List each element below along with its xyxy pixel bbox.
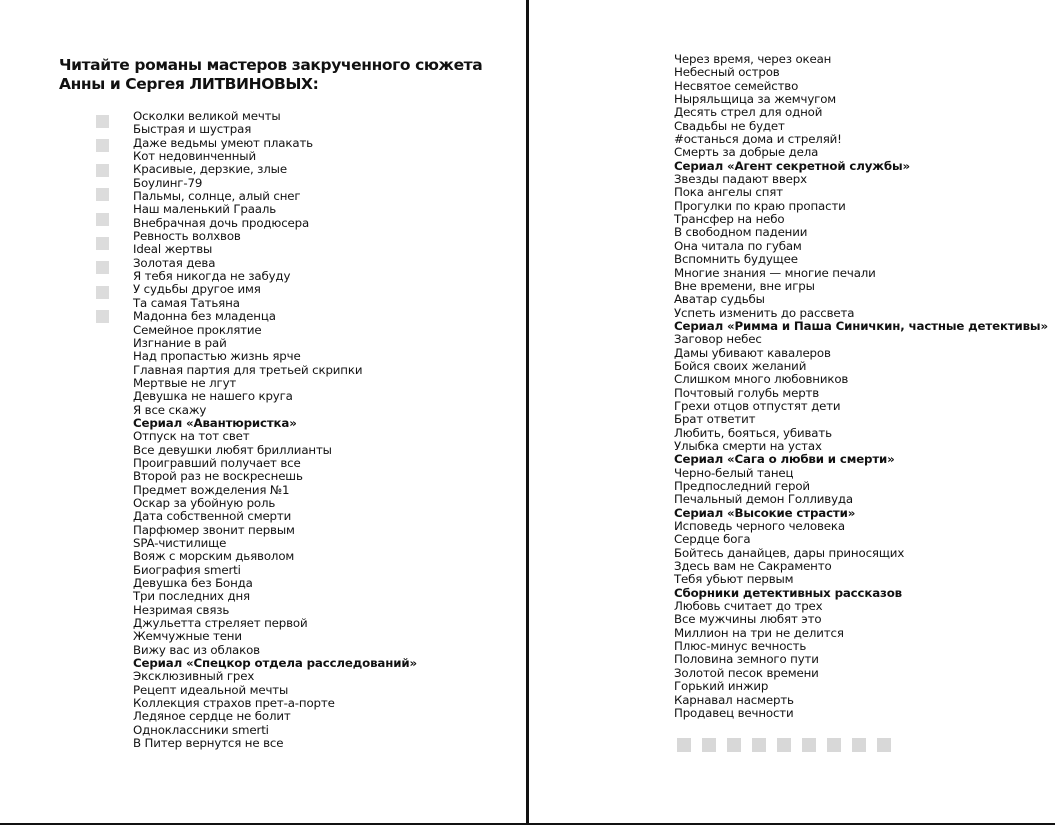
book-title: Вояж с морским дьяволом [133,549,295,564]
book-title: Вижу вас из облаков [133,642,260,657]
ornament-square [727,738,741,752]
margin-marker-square [96,139,109,152]
book-title: Любить, бояться, убивать [674,425,832,440]
margin-markers [96,115,109,335]
book-title: Золотая дева [133,255,216,270]
series-heading: Сборники детективных рассказов [674,585,902,600]
book-title: Девушка не нашего круга [133,389,293,404]
book-title: Отпуск на тот свет [133,429,250,444]
book-title: Почтовый голубь мертв [674,385,820,400]
book-title: Главная партия для третьей скрипки [133,362,363,377]
book-title: Она читала по губам [674,238,802,253]
book-title: Мертвые не лгут [133,375,237,390]
series-heading: Сериал «Высокие страсти» [674,505,856,520]
book-title: Несвятое семейство [674,78,799,93]
book-title: Внебрачная дочь продюсера [133,215,310,230]
series-heading: Сериал «Авантюристка» [133,415,297,430]
book-title: Я тебя никогда не забуду [133,269,291,284]
book-title: Три последних дня [133,589,251,604]
book-title: Карнавал насмерть [674,692,794,707]
book-title: Плюс-минус вечность [674,639,807,654]
heading-line-2: Анны и Сергея ЛИТВИНОВЫХ: [59,75,319,93]
book-title: Десять стрел для одной [674,105,823,120]
ornament-square [777,738,791,752]
book-title: Проигравший получает все [133,455,301,470]
book-title: Многие знания — многие печали [674,265,876,280]
margin-marker-square [96,164,109,177]
book-title: Наш маленький Грааль [133,202,277,217]
book-title: Красивые, дерзкие, злые [133,162,287,177]
book-title: Девушка без Бонда [133,576,253,591]
margin-marker-square [96,261,109,274]
margin-marker-square [96,115,109,128]
book-title: Мадонна без младенца [133,309,276,324]
book-title: Второй раз не воскреснешь [133,469,303,484]
book-title: Вспомнить будущее [674,252,798,267]
book-title: Трансфер на небо [674,212,785,227]
book-title: Пока ангелы спят [674,185,783,200]
book-title: Продавец вечности [674,705,794,720]
book-title: Я все скажу [133,402,207,417]
book-title: Изгнание в рай [133,335,227,350]
book-title: Заговор небес [674,332,762,347]
book-title: Вне времени, вне игры [674,278,815,293]
book-title: Предпоследний герой [674,479,810,493]
book-title: Все девушки любят бриллианты [133,442,332,457]
left-book-list [133,110,417,751]
book-title: Золотой песок времени [674,665,819,680]
book-title: Эксклюзивный грех [133,669,255,684]
book-title: Семейное проклятие [133,322,262,337]
ornament-square [802,738,816,752]
ornament-square [702,738,716,752]
book-title: Ideal жертвы [133,242,213,257]
book-title: Аватар судьбы [674,292,765,307]
margin-marker-square [96,213,109,226]
book-title: Предмет вожделения №1 [133,482,290,497]
book-title: Тебя убьют первым [674,572,794,587]
book-title: Дамы убивают кавалеров [674,345,831,360]
book-title: Парфюмер звонит первым [133,522,295,537]
book-title: Звезды падают вверх [674,172,807,187]
series-heading: Сериал «Сага о любви и смерти» [674,452,895,467]
book-title: #останься дома и стреляй! [674,132,842,147]
book-title: Даже ведьмы умеют плакать [133,135,313,150]
margin-marker-square [96,237,109,250]
heading-line-1: Читайте романы мастеров закрученного сюжета [59,56,483,74]
page-end-ornament [677,738,891,752]
book-title: Биография smerti [133,562,241,577]
book-title: Свадьбы не будет [674,118,785,133]
book-title: Оскар за убойную роль [133,495,276,510]
book-title: Джульетта стреляет первой [133,616,308,631]
book-spine [526,0,529,825]
book-title: Здесь вам не Сакраменто [674,559,832,574]
book-title: Жемчужные тени [133,629,242,644]
book-title: Одноклассники smerti [133,722,269,737]
book-title: Рецепт идеальной мечты [133,682,289,697]
ornament-square [877,738,891,752]
book-title: Любовь считает до трех [674,599,823,614]
book-title: Слишком много любовников [674,372,849,387]
series-heading: Сериал «Римма и Паша Синичкин, частные детективы» [674,318,1048,333]
book-title: Через время, через океан [674,52,832,66]
book-title: SPA-чистилище [133,536,227,550]
series-heading: Сериал «Агент секретной службы» [674,158,910,173]
book-title: Миллион на три не делится [674,625,844,640]
book-title: В свободном падении [674,225,808,240]
book-title: Ныряльщица за жемчугом [674,92,837,107]
book-title: Кот недовинченный [133,149,256,164]
ornament-square [677,738,691,752]
book-title: Пальмы, солнце, алый снег [133,189,301,204]
margin-marker-square [96,310,109,323]
ornament-square [752,738,766,752]
book-title: Небесный остров [674,65,780,80]
book-title: Боулинг-79 [133,175,203,190]
ornament-square [852,738,866,752]
book-title: Бойтесь данайцев, дары приносящих [674,545,905,560]
book-title: У судьбы другое имя [133,282,261,297]
right-book-list [674,53,1048,720]
book-title: Ледяное сердце не болит [133,709,291,724]
book-title: Прогулки по краю пропасти [674,198,846,213]
margin-marker-square [96,188,109,201]
book-title: Черно-белый танец [674,465,794,480]
ornament-square [827,738,841,752]
book-title: Смерть за добрые дела [674,145,819,160]
book-title: Дата собственной смерти [133,509,292,524]
book-title: Исповедь черного человека [674,519,845,534]
book-title: Та самая Татьяна [133,295,240,310]
book-title: Горький инжир [674,679,769,694]
book-title: Успеть изменить до рассвета [674,305,855,320]
series-heading: Сериал «Спецкор отдела расследований» [133,656,417,671]
book-title: В Питер вернутся не все [133,736,284,751]
book-title: Сердце бога [674,532,751,547]
book-title: Все мужчины любят это [674,612,822,627]
book-title: Быстрая и шустрая [133,122,252,137]
book-title: Над пропастью жизнь ярче [133,349,301,364]
book-title: Брат ответит [674,412,756,427]
book-title: Осколки великой мечты [133,109,281,123]
margin-marker-square [96,286,109,299]
book-title: Бойся своих желаний [674,358,807,373]
book-title: Незримая связь [133,602,230,617]
page-heading [59,56,482,94]
book-title: Коллекция страхов прет-а-порте [133,696,335,711]
book-title: Ревность волхвов [133,229,241,244]
book-title: Половина земного пути [674,652,819,667]
book-title: Улыбка смерти на устах [674,438,822,453]
book-title: Печальный демон Голливуда [674,492,853,507]
book-title: Грехи отцов отпустят дети [674,398,841,413]
